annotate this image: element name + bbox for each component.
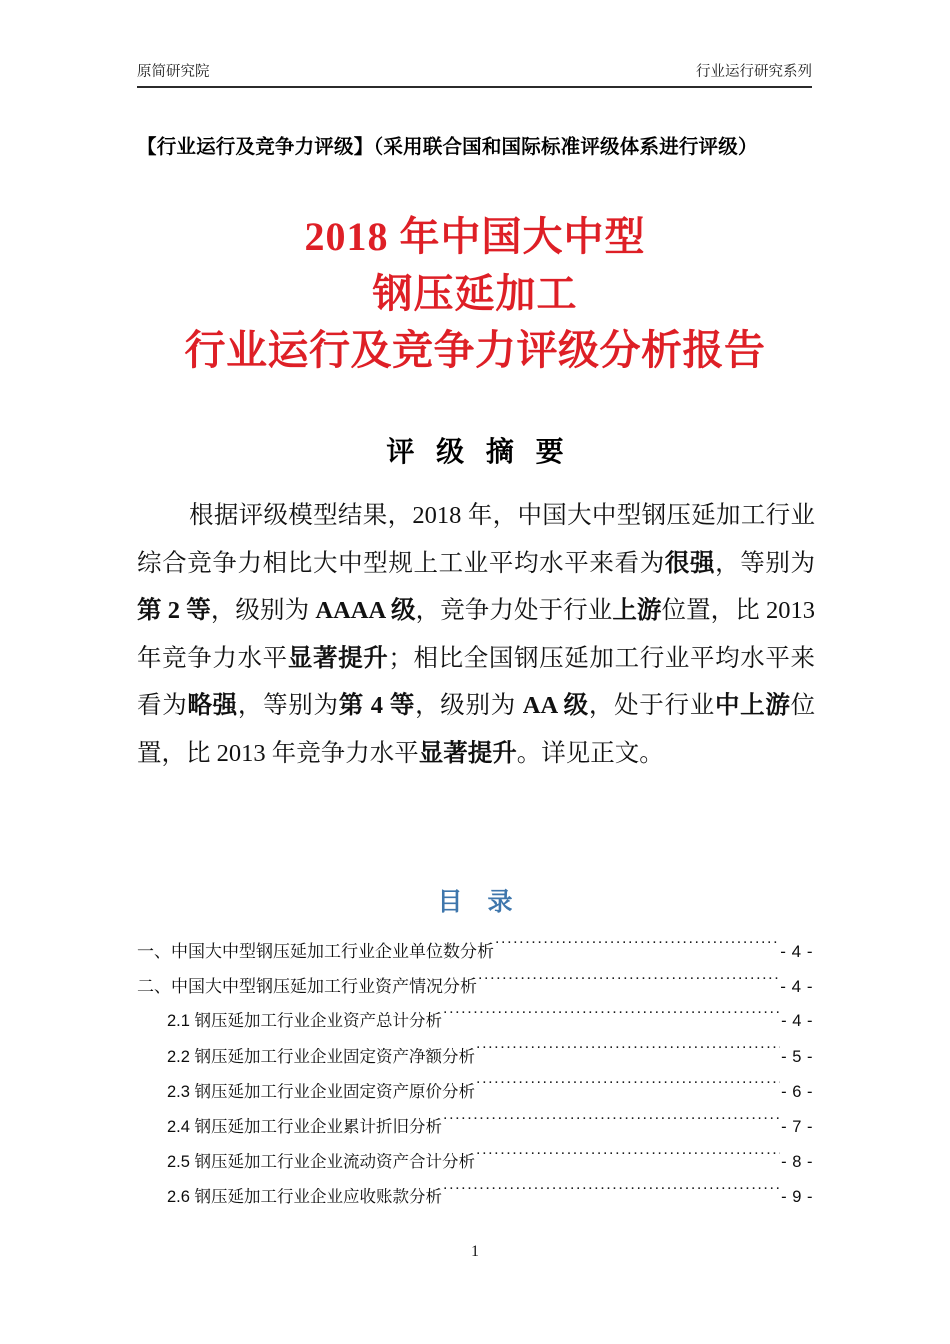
toc-entry[interactable] [137, 1180, 813, 1215]
toc-entry-label: 2.6 钢压延加工行业企业应收账款分析 [167, 1188, 443, 1207]
toc-entry-page: - 5 - [781, 1047, 813, 1066]
summary-text: 根据评级模型结果，2018 年，中国大中型钢压延加工行业综合竞争力相比大中型规上工业平均水平来看为 [137, 502, 815, 577]
toc-entry-page: - 8 - [781, 1153, 813, 1172]
summary-emphasis: AA 级 [522, 692, 589, 719]
toc-heading: 目 录 [437, 888, 522, 916]
toc-entry[interactable] [137, 934, 813, 969]
summary-text: 位置，比 2013 年竞争力水平 [137, 597, 816, 672]
toc-entry[interactable] [137, 1075, 813, 1110]
toc-list [137, 934, 813, 1216]
rating-kicker-line: 【行业运行及竞争力评级】（采用联合国和国际标准评级体系进行评级） [137, 137, 758, 158]
toc-dot-leader [476, 1151, 780, 1168]
toc-entry-label: 2.2 钢压延加工行业企业固定资产净额分析 [167, 1047, 476, 1066]
header-series: 行业运行研究系列 [696, 64, 812, 80]
toc-entry-label: 2.3 钢压延加工行业企业固定资产原价分析 [167, 1082, 476, 1101]
toc-dot-leader [443, 1186, 780, 1203]
toc-dot-leader [476, 1080, 780, 1097]
toc-entry[interactable] [137, 1040, 813, 1075]
toc-dot-leader [478, 975, 779, 992]
toc-entry-page: - 4 - [780, 977, 813, 997]
summary-text: ，等别为 [715, 549, 816, 577]
toc-entry[interactable] [137, 1110, 813, 1145]
toc-entry-label: 一、中国大中型钢压延加工行业企业单位数分析 [137, 942, 494, 961]
summary-text: 位置，比 2013 年竞争力水平 [137, 692, 816, 767]
summary-text: ，竞争力处于行业 [415, 597, 613, 624]
summary-text: ，级别为 [210, 597, 316, 624]
toc-entry[interactable] [137, 1004, 813, 1039]
title-line-3: 行业运行及竞争力评级分析报告 [184, 327, 766, 373]
summary-text: ，等别为 [237, 692, 339, 719]
toc-dot-leader [443, 1010, 780, 1027]
title-line-2: 钢压延加工 [372, 271, 578, 316]
toc-entry-label: 2.5 钢压延加工行业企业流动资产合计分析 [167, 1153, 476, 1172]
title-line-1: 2018 年中国大中型 [304, 214, 646, 259]
summary-emphasis: 很强 [664, 549, 716, 577]
summary-emphasis: 显著提升 [287, 644, 389, 672]
summary-emphasis: 中上游 [714, 692, 791, 719]
summary-emphasis: 略强 [187, 692, 238, 719]
summary-emphasis: AAAA 级 [315, 597, 416, 624]
summary-text: 。详见正文。 [516, 739, 664, 767]
summary-emphasis: 上游 [612, 597, 662, 624]
running-header [137, 62, 812, 88]
summary-paragraph [137, 492, 815, 777]
toc-entry-page: - 4 - [780, 942, 813, 961]
toc-entry-page: - 6 - [781, 1082, 813, 1101]
toc-entry-page: - 4 - [781, 1012, 813, 1031]
summary-emphasis: 第 4 等 [338, 692, 416, 719]
summary-heading: 评 级 摘 要 [386, 436, 571, 467]
summary-text: ，级别为 [415, 692, 523, 719]
report-title [0, 208, 950, 379]
toc-entry-label: 二、中国大中型钢压延加工行业资产情况分析 [137, 977, 477, 997]
toc-entry[interactable] [137, 969, 813, 1004]
toc-entry-page: - 7 - [781, 1118, 813, 1137]
summary-emphasis: 显著提升 [418, 739, 517, 767]
toc-entry[interactable] [137, 1145, 813, 1180]
summary-emphasis: 第 2 等 [137, 597, 211, 624]
toc-dot-leader [443, 1116, 780, 1133]
toc-entry-label: 2.4 钢压延加工行业企业累计折旧分析 [167, 1118, 443, 1137]
toc-entry-label: 2.1 钢压延加工行业企业资产总计分析 [167, 1012, 443, 1031]
toc-entry-page: - 9 - [781, 1188, 813, 1207]
footer-page-number: 1 [471, 1243, 479, 1260]
summary-text: ，处于行业 [588, 692, 715, 719]
summary-text: ；相比全国钢压延加工行业平均水平来看为 [137, 644, 816, 719]
toc-dot-leader [495, 940, 779, 957]
header-institution: 原简研究院 [137, 64, 210, 80]
toc-dot-leader [476, 1045, 780, 1062]
